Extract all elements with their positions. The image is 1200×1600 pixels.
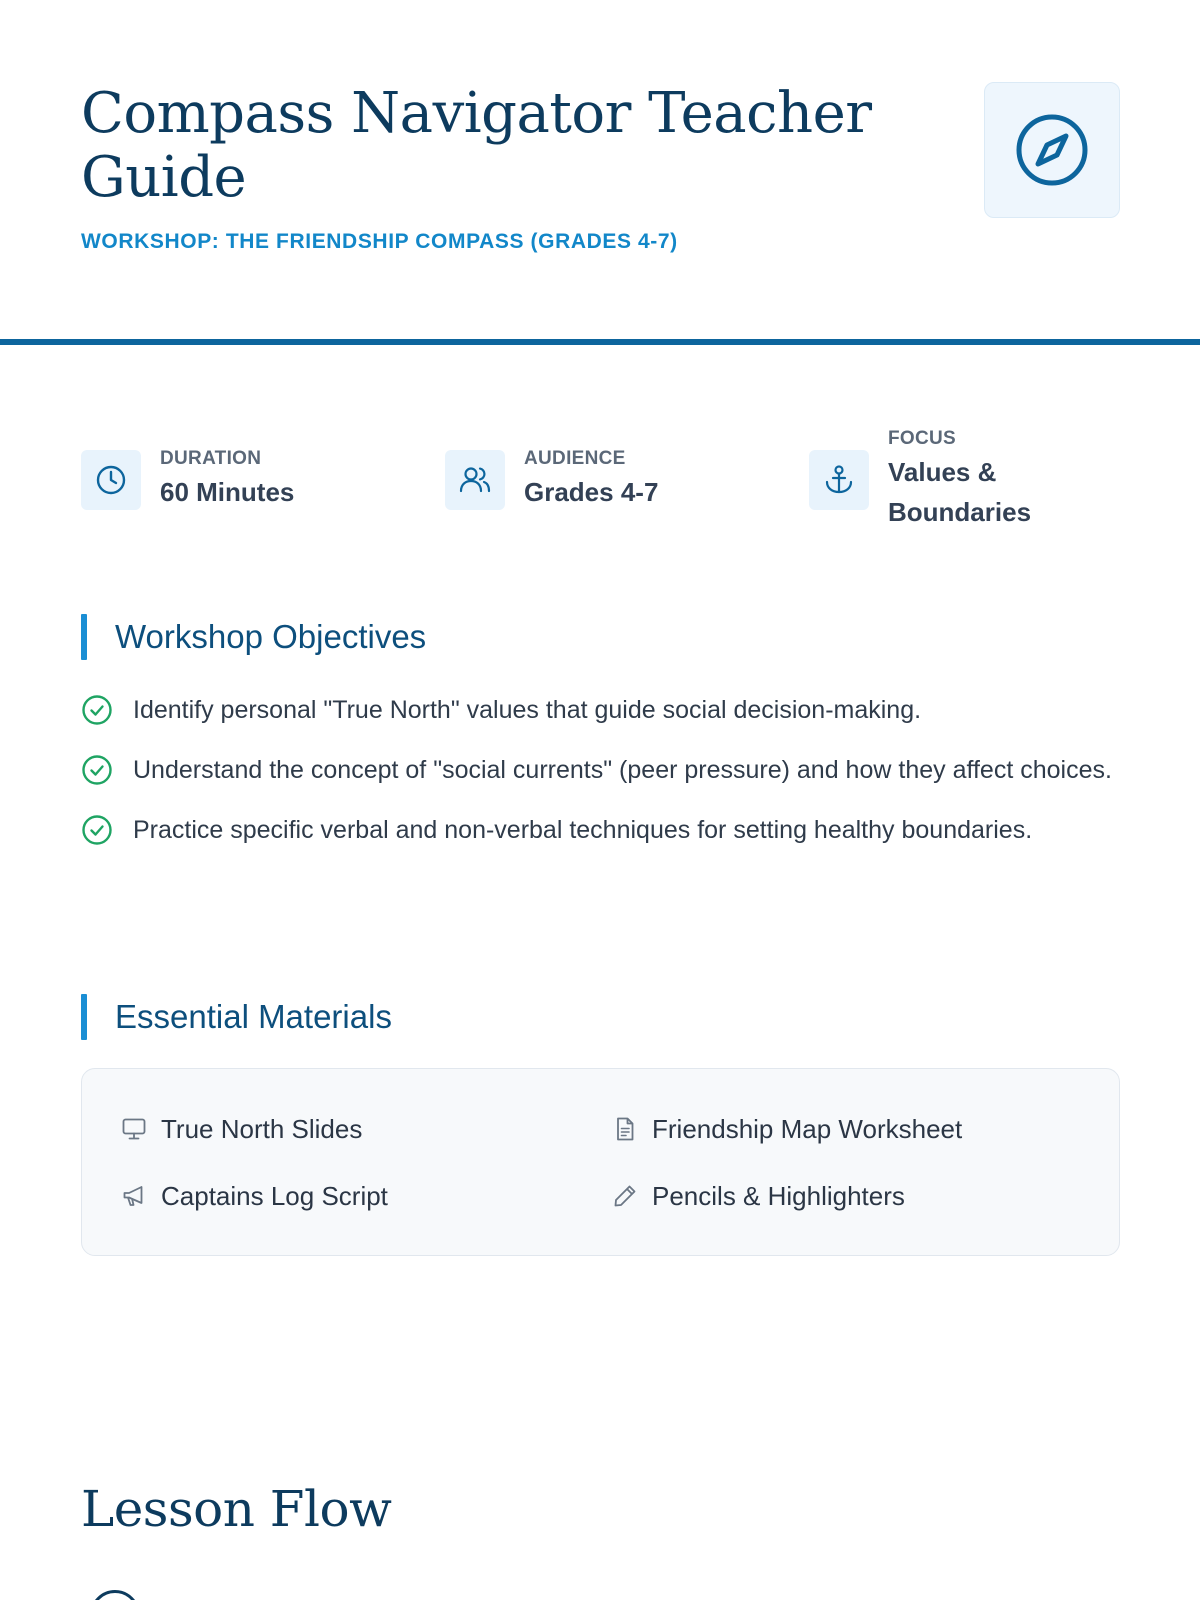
meta-value: 60 Minutes [160, 477, 295, 507]
material-item [610, 1109, 962, 1149]
meta-label: DURATION [160, 448, 262, 469]
material-label: True North Slides [161, 1113, 363, 1144]
section-title: Essential Materials [115, 998, 392, 1035]
list-item [81, 750, 1120, 790]
meta-value: Grades 4-7 [524, 477, 659, 507]
section-title: Workshop Objectives [115, 618, 427, 655]
section-accent-bar [81, 994, 87, 1040]
meta-value: Values & Boundaries [888, 457, 1032, 527]
megaphone-icon [121, 1183, 147, 1209]
meta-icon-box [809, 450, 869, 510]
list-item [81, 690, 1120, 730]
material-label: Friendship Map Worksheet [652, 1113, 963, 1144]
check-circle-icon [81, 694, 113, 726]
material-label: Pencils & Highlighters [652, 1180, 905, 1211]
material-label: Captains Log Script [161, 1180, 388, 1211]
material-item [119, 1176, 388, 1216]
materials-heading [81, 994, 392, 1040]
logo-badge [984, 82, 1120, 218]
timeline-dot [90, 1590, 140, 1600]
objective-text: Practice specific verbal and non-verbal techniques for setting healthy boundaries. [133, 816, 1033, 844]
page-header [81, 82, 1120, 262]
objectives-heading [81, 614, 426, 660]
meta-label: FOCUS [888, 428, 956, 449]
pencil-icon [612, 1183, 638, 1209]
check-circle-icon [81, 754, 113, 786]
meta-summary [81, 425, 1120, 535]
meta-focus [809, 425, 1058, 535]
material-item [610, 1176, 905, 1216]
meta-audience [445, 425, 658, 535]
list-item [81, 810, 1120, 850]
page-subtitle: WORKSHOP: THE FRIENDSHIP COMPASS (GRADES 4-7) [81, 230, 678, 253]
document-icon [612, 1116, 638, 1142]
clock-icon [94, 463, 128, 497]
materials-card [81, 1068, 1120, 1256]
meta-label: AUDIENCE [524, 448, 626, 469]
compass-icon [1014, 112, 1090, 188]
anchor-icon [822, 463, 856, 497]
lesson-flow-title: Lesson Flow [81, 1480, 392, 1538]
meta-duration [81, 425, 294, 535]
header-divider [0, 339, 1200, 345]
objectives-list [81, 690, 1120, 870]
page-title: Compass Navigator Teacher Guide [81, 81, 872, 210]
users-icon [458, 463, 492, 497]
check-circle-icon [81, 814, 113, 846]
objective-text: Identify personal "True North" values that guide social decision-making. [133, 696, 922, 724]
material-item [119, 1109, 362, 1149]
meta-icon-box [81, 450, 141, 510]
objective-text: Understand the concept of "social currents" (peer pressure) and how they affect choices. [133, 756, 1112, 784]
monitor-icon [121, 1116, 147, 1142]
meta-icon-box [445, 450, 505, 510]
section-accent-bar [81, 614, 87, 660]
